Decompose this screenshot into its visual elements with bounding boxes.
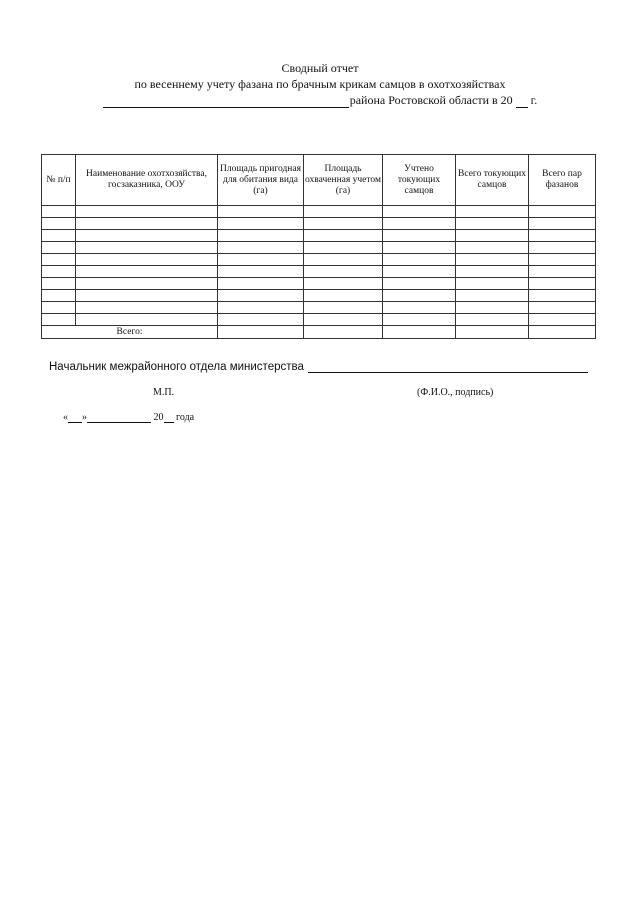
table-row [42,266,596,278]
signature-blank[interactable] [308,361,588,373]
column-header: Площадь охваченная учетом (га) [304,155,383,206]
year-blank [516,96,528,108]
document-header [0,60,640,108]
document-subtitle: по весеннему учету фазана по брачным крикам самцов в охотхозяйствах [134,77,506,91]
year-suffix: г. [530,93,538,107]
table-body [42,206,596,339]
table-cell[interactable] [304,314,383,326]
chief-signature-line [49,361,588,373]
table-cell[interactable] [456,266,529,278]
table-cell[interactable] [456,242,529,254]
region-suffix: района Ростовской области в 20 [349,93,513,107]
table-cell[interactable] [218,326,304,339]
column-header: № п/п [42,155,76,206]
table-row [42,290,596,302]
stamp-label: М.П. [153,387,175,398]
table-cell[interactable] [383,314,456,326]
day-blank[interactable] [68,412,82,423]
table-cell[interactable] [76,230,218,242]
table-cell[interactable] [76,206,218,218]
table-cell[interactable] [456,254,529,266]
table-cell[interactable] [76,218,218,230]
table-cell[interactable] [529,242,596,254]
table-cell[interactable] [304,218,383,230]
table-cell[interactable] [383,290,456,302]
table-cell[interactable] [42,290,76,302]
table-cell[interactable] [76,314,218,326]
table-cell[interactable] [218,242,304,254]
table-cell[interactable] [218,290,304,302]
table-cell[interactable] [529,230,596,242]
table-row [42,314,596,326]
table-header-row [42,155,596,206]
table-cell[interactable] [529,218,596,230]
table-row [42,302,596,314]
table-cell[interactable] [383,266,456,278]
column-header: Учтено токующих самцов [383,155,456,206]
region-line [0,92,640,108]
year-blank-footer[interactable] [164,412,174,423]
table-cell[interactable] [42,266,76,278]
total-label: Всего: [42,326,218,339]
table-cell[interactable] [76,254,218,266]
table-cell[interactable] [456,314,529,326]
table-cell[interactable] [42,278,76,290]
fio-label: (Ф.И.О., подпись) [417,387,494,398]
table-cell[interactable] [383,302,456,314]
table-cell[interactable] [76,290,218,302]
table-cell[interactable] [304,278,383,290]
table-cell[interactable] [529,314,596,326]
table-cell[interactable] [529,326,596,339]
table-cell[interactable] [456,206,529,218]
table-row [42,254,596,266]
table-cell[interactable] [304,242,383,254]
table-cell[interactable] [383,242,456,254]
column-header: Всего пар фазанов [529,155,596,206]
table-cell[interactable] [383,326,456,339]
table-cell[interactable] [218,230,304,242]
table-cell[interactable] [218,278,304,290]
date-suffix: года [176,412,195,423]
table-cell[interactable] [456,302,529,314]
table-cell[interactable] [218,266,304,278]
table-row [42,278,596,290]
table-cell[interactable] [218,302,304,314]
table-cell[interactable] [42,230,76,242]
table-cell[interactable] [42,242,76,254]
table-cell[interactable] [529,266,596,278]
column-header: Всего токующих самцов [456,155,529,206]
table-cell[interactable] [42,302,76,314]
table-cell[interactable] [304,254,383,266]
table-cell[interactable] [383,218,456,230]
table-cell[interactable] [456,326,529,339]
table-cell[interactable] [383,254,456,266]
table-cell[interactable] [529,206,596,218]
table-cell[interactable] [42,254,76,266]
table-cell[interactable] [304,302,383,314]
table-cell[interactable] [304,326,383,339]
table-cell[interactable] [456,218,529,230]
document-title: Сводный отчет [281,61,359,75]
table-cell[interactable] [383,278,456,290]
table-cell[interactable] [529,278,596,290]
date-close-quote: » [82,412,87,423]
table-row [42,242,596,254]
table-cell[interactable] [42,314,76,326]
report-table [41,154,596,339]
table-cell[interactable] [76,278,218,290]
table-cell[interactable] [383,206,456,218]
table-cell[interactable] [456,290,529,302]
table-cell[interactable] [218,314,304,326]
table-cell[interactable] [42,206,76,218]
chief-label: Начальник межрайонного отдела министерства [49,361,304,373]
table-cell[interactable] [529,290,596,302]
table-cell[interactable] [456,278,529,290]
table-cell[interactable] [76,302,218,314]
table-row [42,218,596,230]
table-cell[interactable] [42,218,76,230]
table-cell[interactable] [218,218,304,230]
table-cell[interactable] [529,254,596,266]
table-cell[interactable] [456,230,529,242]
month-blank[interactable] [87,412,151,423]
table-cell[interactable] [383,230,456,242]
table-cell[interactable] [304,206,383,218]
table-cell[interactable] [76,242,218,254]
table-cell[interactable] [218,254,304,266]
total-row [42,326,596,339]
table-cell[interactable] [304,230,383,242]
date-open-quote: « [63,412,68,423]
column-header: Наименование охотхозяйства, госзаказника, ООУ [76,155,218,206]
table-cell[interactable] [76,266,218,278]
column-header: Площадь пригодная для обитания вида (га) [218,155,304,206]
table-cell[interactable] [304,266,383,278]
date-year-prefix: 20 [153,412,164,423]
table-row [42,230,596,242]
table-cell[interactable] [218,206,304,218]
region-blank [103,95,349,108]
table-row [42,206,596,218]
table-cell[interactable] [529,302,596,314]
date-line [63,412,194,423]
table-cell[interactable] [304,290,383,302]
